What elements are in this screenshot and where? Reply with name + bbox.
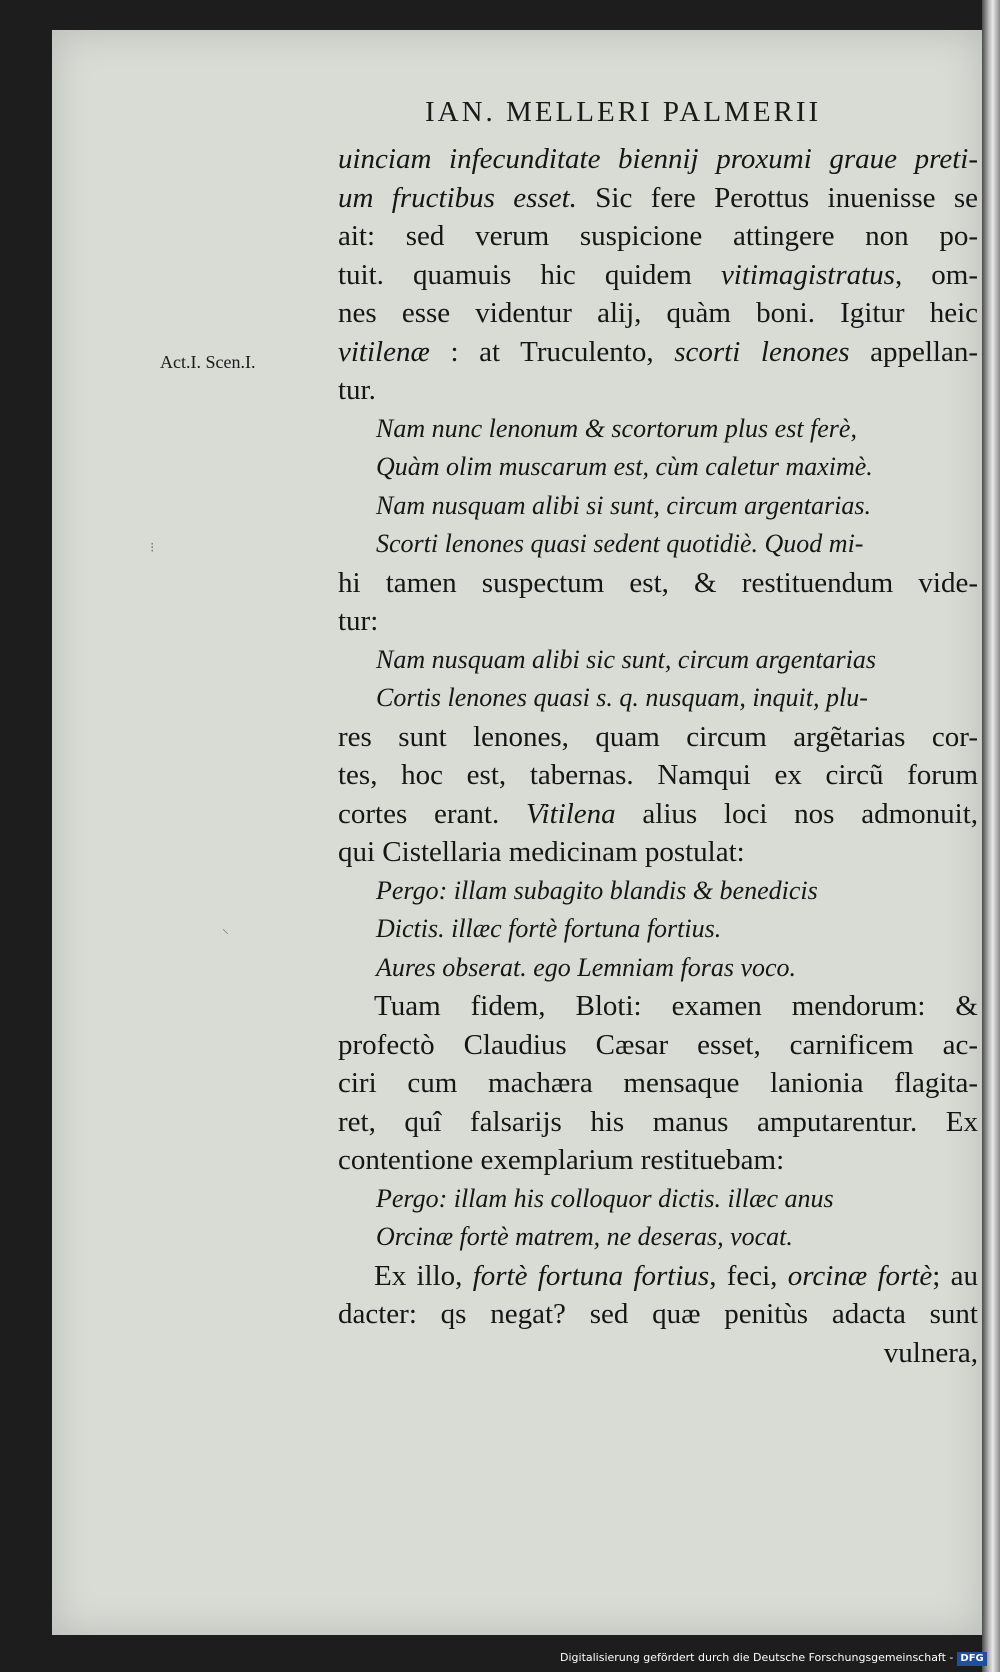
italic-span: Scorti lenones quasi sedent quotidiè. (376, 529, 759, 558)
text-line (338, 1257, 978, 1296)
roman-span: ciri cum machæra mensaque lanionia flagita- (338, 1067, 978, 1099)
roman-span: Quod mi- (758, 529, 864, 558)
roman-span: , om- (894, 258, 978, 291)
italic-span: Pergo: illam subagito blandis & benedicis (376, 875, 818, 905)
roman-span: tes, hoc est, tabernas. Namqui ex circũ forum (338, 759, 978, 791)
text-line (338, 1026, 978, 1065)
text-line (338, 448, 978, 487)
italic-span: scorti lenones (674, 335, 850, 368)
roman-span: vulnera, (883, 1336, 978, 1369)
text-line (338, 1064, 978, 1103)
text-line (338, 756, 978, 795)
italic-span: Cortis lenones quasi s. q. (376, 683, 639, 712)
roman-span: ret, quî falsarijs his manus amputarentur. Ex (338, 1105, 978, 1138)
footer-text: Digitalisierung gefördert durch die Deutsche Forschungsgemeinschaft - (560, 1651, 954, 1664)
italic-span: Nam nusquam alibi si sunt, circum argentarias. (376, 490, 871, 520)
roman-span: nusquam, inquit, plu- (638, 683, 868, 712)
roman-span: tur: (338, 605, 379, 637)
text-line (338, 410, 978, 449)
text-line (338, 795, 978, 834)
margin-note: Act.I. Scen.I. (160, 352, 256, 372)
text-line (338, 1180, 978, 1219)
roman-span: contentione exemplarium restituebam: (338, 1144, 785, 1176)
roman-span: res sunt lenones, quam circum argẽtarias cor- (338, 720, 978, 753)
text-line (338, 525, 978, 564)
roman-span: qui Cistellaria medicinam postulat: (338, 836, 745, 868)
text-line (338, 1141, 978, 1180)
text-line (338, 833, 978, 872)
italic-span: Quàm olim muscarum est, cùm caletur maximè. (376, 452, 873, 481)
ink-smudge: ⁝ (150, 541, 155, 556)
text-line (338, 294, 978, 333)
italic-span: vitilenæ (338, 335, 430, 368)
roman-span: profectò Claudius Cæsar esset, carnificem ac- (338, 1028, 978, 1061)
ink-smudge: ⸌ (222, 928, 229, 943)
italic-span: Nam nusquam alibi sic sunt, circum argentarias (376, 644, 877, 674)
text-line (338, 371, 978, 410)
text-line (338, 140, 978, 179)
roman-span: hi tamen suspectum est, & restituendum vide- (338, 566, 978, 599)
italic-span: Vitilena (525, 797, 616, 830)
italic-span: Pergo: illam his colloquor dictis. illæc anus (376, 1183, 834, 1213)
roman-span: appellan- (849, 335, 978, 368)
roman-span: tur. (338, 374, 376, 406)
italic-span: uinciam infecunditate biennij proxumi graue preti- (338, 143, 978, 175)
text-line (338, 718, 978, 757)
roman-span: dacter: qs negat? sed quæ penitùs adacta sunt (338, 1298, 978, 1330)
body-text (338, 140, 978, 1372)
text-line (338, 1218, 978, 1257)
text-line (338, 679, 978, 718)
roman-span: : at Truculento, (429, 335, 675, 368)
italic-span: Nam nunc lenonum & scortorum plus est ferè, (376, 413, 857, 443)
text-line (338, 987, 978, 1026)
running-head: IAN. MELLERI PALMERII (425, 96, 822, 128)
page-edge-binding (982, 0, 1000, 1672)
dfg-logo: DFG (957, 1652, 986, 1666)
roman-span: nes esse videntur alij, quàm boni. Igitur heic (338, 297, 978, 329)
text-line (338, 217, 978, 256)
text-line (338, 333, 978, 372)
italic-span: vitimagistratus (720, 258, 895, 291)
text-line (338, 179, 978, 218)
text-line (338, 564, 978, 603)
roman-span: cortes erant. (338, 797, 526, 830)
text-line (338, 487, 978, 526)
roman-span: ait: sed verum suspicione attingere non po- (338, 220, 978, 252)
text-line (338, 1295, 978, 1334)
italic-span: Dictis. illæc fortè fortuna fortius. (376, 914, 722, 943)
italic-span: um fructibus esset. (338, 181, 577, 214)
text-line (338, 641, 978, 680)
text-line (338, 1334, 978, 1373)
italic-span: Aures obserat. ego Lemniam foras voco. (376, 952, 797, 982)
text-line (338, 1103, 978, 1142)
roman-span: Tuam fidem, Bloti: examen mendorum: & (374, 990, 978, 1022)
italic-span: fortè fortuna fortius (472, 1259, 710, 1292)
italic-span: orcinæ fortè (787, 1259, 933, 1292)
text-line (338, 256, 978, 295)
roman-span: , feci, (709, 1259, 788, 1292)
text-line (338, 949, 978, 988)
text-line (338, 602, 978, 641)
digitization-footer (560, 1648, 984, 1668)
roman-span: ; au (932, 1259, 978, 1292)
roman-span: Sic fere Perottus inuenisse se (576, 181, 978, 214)
italic-span: Orcinæ fortè matrem, ne deseras, vocat. (376, 1222, 793, 1251)
text-line (338, 910, 978, 949)
text-line (338, 872, 978, 911)
roman-span: Ex illo, (374, 1259, 473, 1292)
roman-span: tuit. quamuis hic quidem (338, 258, 721, 291)
roman-span: alius loci nos admonuit, (615, 797, 978, 830)
